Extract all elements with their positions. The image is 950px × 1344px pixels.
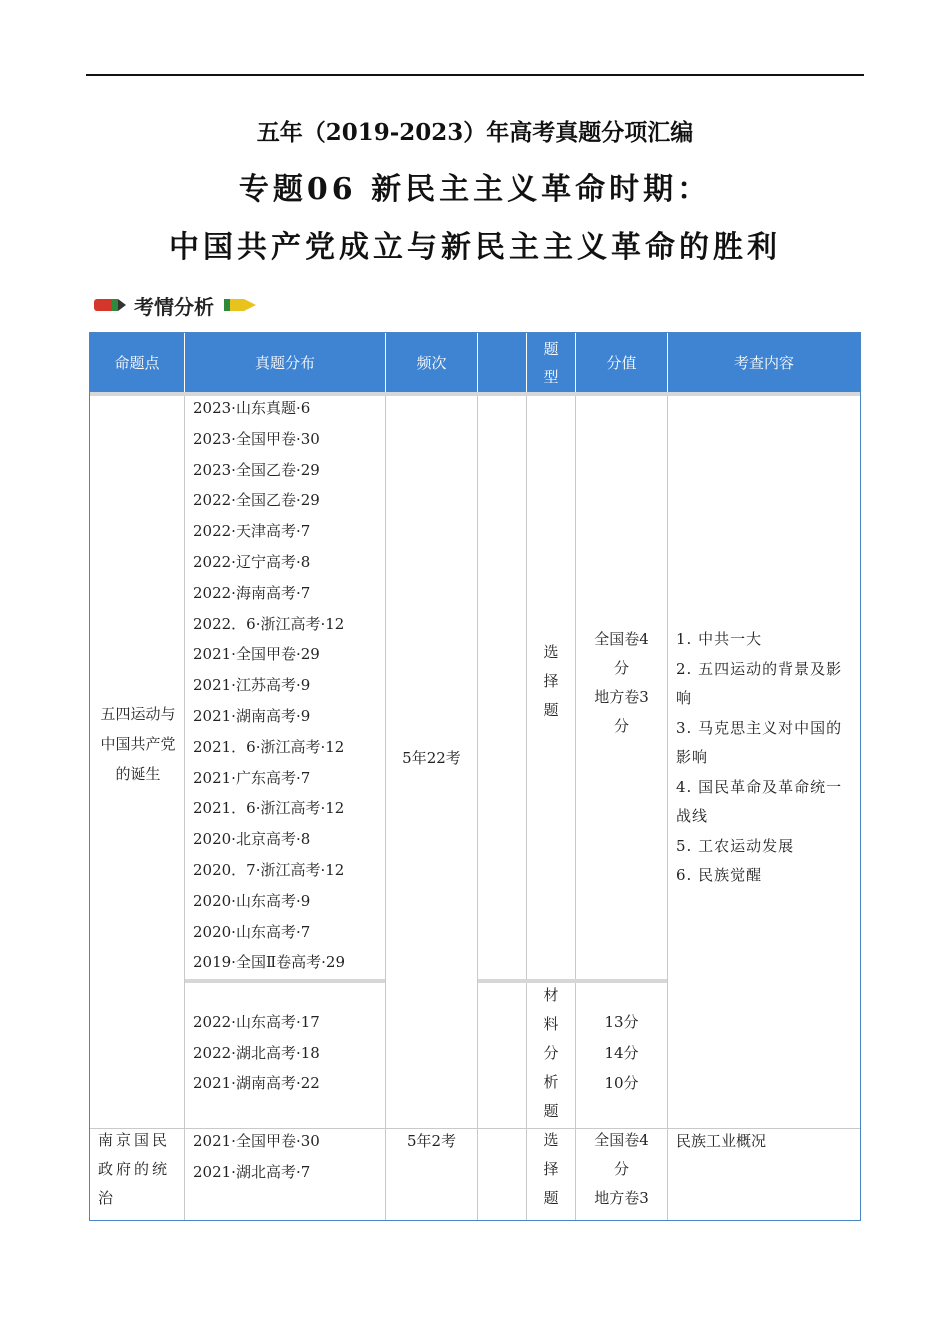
content-cell: 民族工业概况 (676, 1132, 767, 1150)
exam-item: 2020·山东高考·7 (193, 922, 311, 941)
frequency-cell: 5年22考 (402, 749, 461, 767)
topic-cell: 南京国民政府的统治 (98, 1131, 171, 1207)
exam-item: 2021·全国甲卷·29 (193, 645, 320, 664)
content-item: 4. 国民革命及革命统一战线 (676, 777, 843, 825)
exam-item: 2021·江苏高考·9 (193, 676, 311, 695)
type-cell: 选择题 (543, 1131, 559, 1207)
exam-item: 2022·天津高考·7 (193, 522, 311, 541)
exam-item: 2022．6·浙江高考·12 (193, 614, 345, 633)
header-exam-list: 真题分布 (185, 333, 385, 392)
exam-item: 2023·全国甲卷·30 (193, 429, 320, 448)
document-title: 五年（2019-2023）年高考真题分项汇编 (256, 119, 694, 146)
col-divider (477, 396, 478, 1220)
content-cell (676, 625, 854, 891)
exam-item: 2021·全国甲卷·30 (193, 1132, 320, 1150)
exam-list-choice (193, 393, 383, 978)
exam-list-material (193, 1007, 383, 1099)
exam-list (193, 1126, 383, 1188)
exam-item: 2021．6·浙江高考·12 (193, 799, 345, 818)
pencil-icon (224, 297, 258, 313)
sub-row-divider (478, 979, 667, 983)
content-item: 1. 中共一大 (676, 630, 763, 648)
col-divider (526, 396, 527, 1220)
content-item: 5. 工农运动发展 (676, 836, 795, 855)
exam-item: 2021·湖南高考·9 (193, 706, 311, 725)
content-item: 6. 民族觉醒 (676, 866, 763, 884)
header-content: 考查内容 (668, 333, 860, 392)
frequency-cell: 5年2考 (406, 1132, 457, 1150)
exam-item: 2022·全国乙卷·29 (193, 491, 320, 510)
exam-item: 2023·山东真题·6 (193, 399, 311, 417)
exam-item: 2021．6·浙江高考·12 (193, 737, 345, 756)
header-blank (478, 333, 526, 392)
exam-item: 2022·湖北高考·18 (193, 1043, 320, 1062)
type-cell-choice: 选择题 (543, 643, 559, 719)
topic-cell: 五四运动与中国共产党的诞生 (100, 705, 176, 783)
col-divider (184, 396, 185, 1220)
exam-item: 2021·湖北高考·7 (193, 1163, 311, 1181)
sub-row-divider (185, 979, 385, 983)
top-rule (86, 74, 864, 76)
exam-item: 2022·海南高考·7 (193, 583, 311, 602)
topic-title-line1: 专题06 新民主主义革命时期： (238, 172, 712, 207)
score-cell: 全国卷4 分 地方卷3 (594, 1131, 649, 1207)
exam-item: 2021·湖南高考·22 (193, 1074, 320, 1092)
header-question-type: 题型 (527, 333, 575, 392)
section-label: 考情分析 (134, 294, 214, 319)
header-score: 分值 (576, 333, 667, 392)
analysis-table (89, 332, 861, 1221)
content-item: 2. 五四运动的背景及影响 (676, 659, 843, 707)
exam-item: 2019·全国Ⅱ卷高考·29 (193, 953, 345, 972)
type-cell-material: 材料分析题 (543, 986, 559, 1120)
exam-item: 2020．7·浙江高考·12 (193, 860, 345, 879)
col-divider (385, 396, 386, 1220)
topic-title-line2: 中国共产党成立与新民主主义革命的胜利 (169, 230, 781, 265)
header-frequency: 频次 (386, 333, 477, 392)
score-cell-material: 13分 14分 10分 (604, 1013, 639, 1092)
header-topic: 命题点 (90, 333, 184, 392)
score-cell-choice: 全国卷4 分 地方卷3 分 (594, 630, 649, 735)
section-heading (94, 290, 258, 320)
pencil-icon (94, 297, 126, 313)
exam-item: 2020·北京高考·8 (193, 830, 311, 849)
exam-item: 2022·山东高考·17 (193, 1013, 320, 1031)
exam-item: 2021·广东高考·7 (193, 768, 311, 787)
exam-item: 2022·辽宁高考·8 (193, 552, 311, 571)
exam-item: 2023·全国乙卷·29 (193, 460, 320, 479)
content-item: 3. 马克思主义对中国的影响 (676, 718, 843, 766)
col-divider (667, 396, 668, 1220)
exam-item: 2020·山东高考·9 (193, 891, 311, 910)
